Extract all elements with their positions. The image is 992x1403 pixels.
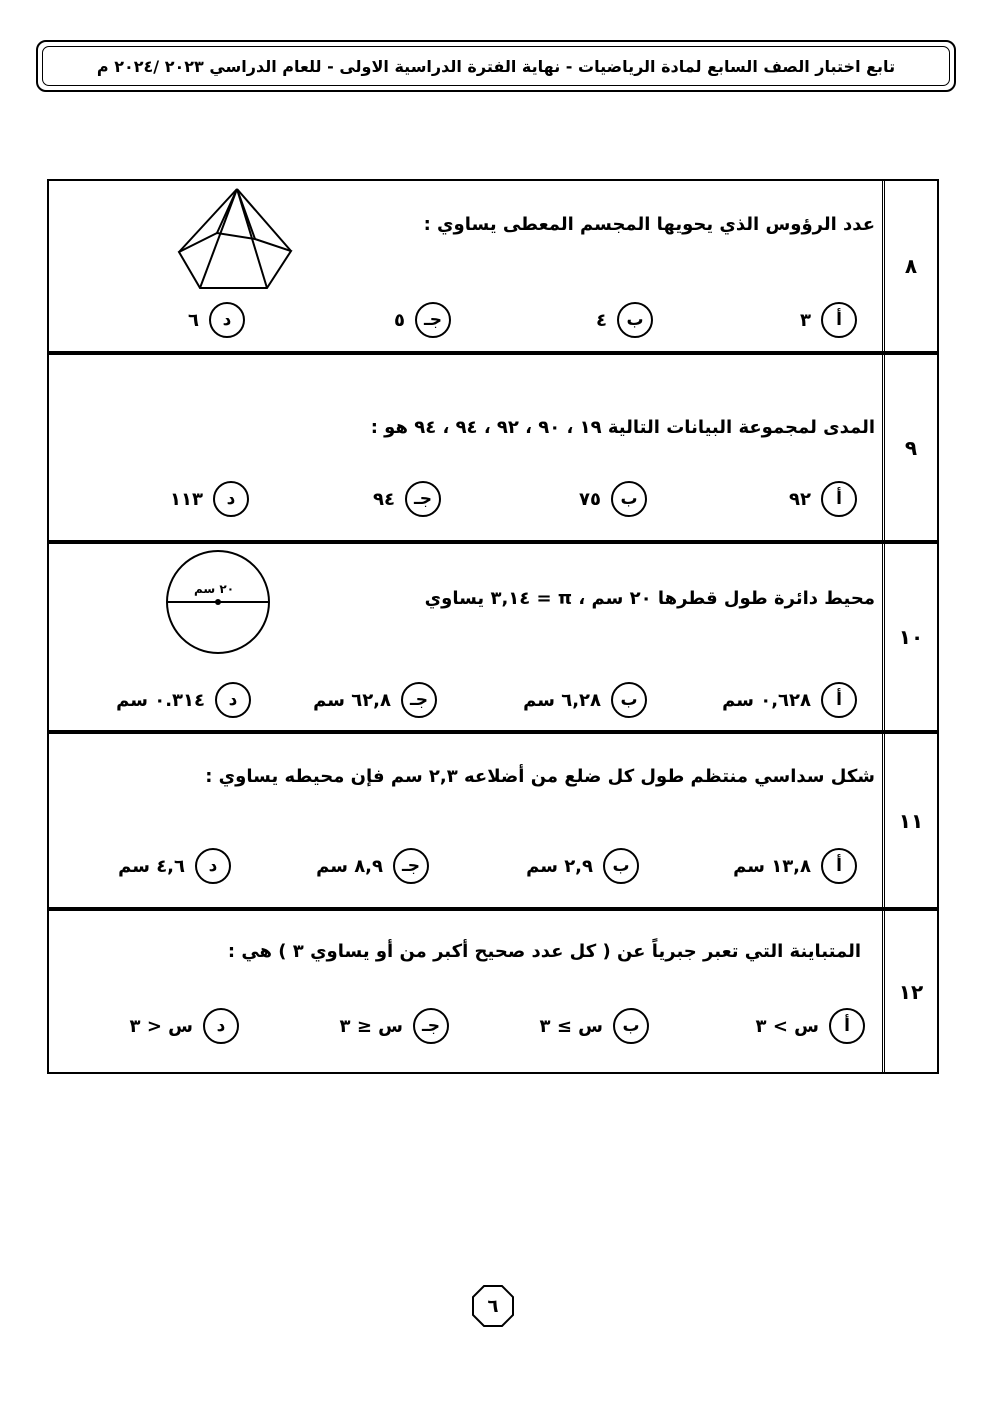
option-letter: أ [821, 682, 857, 718]
option-letter: د [209, 302, 245, 338]
option-a[interactable] [800, 302, 857, 338]
option-d[interactable] [130, 1008, 239, 1044]
option-letter: جـ [401, 682, 437, 718]
option-letter: ب [617, 302, 653, 338]
option-value: ٦٢,٨ سم [313, 689, 391, 711]
option-value: ٩٤ [373, 488, 395, 510]
option-c[interactable] [373, 481, 441, 517]
option-value: ٣ [800, 309, 811, 331]
question-row-12 [47, 909, 939, 1074]
option-value: ٨,٩ سم [316, 855, 383, 877]
question-row-10 [47, 542, 939, 732]
option-letter: ب [611, 682, 647, 718]
option-letter: أ [829, 1008, 865, 1044]
option-a[interactable] [722, 682, 857, 718]
option-value: ٠,٦٢٨ سم [722, 689, 811, 711]
option-b[interactable] [596, 302, 653, 338]
page-number: ٦ [487, 1295, 499, 1317]
option-b[interactable] [526, 848, 639, 884]
option-letter: جـ [415, 302, 451, 338]
option-value: س ≥ ٣ [539, 1015, 603, 1037]
option-value: ٧٥ [579, 488, 601, 510]
option-value: س < ٣ [129, 1015, 193, 1037]
option-letter: ب [611, 481, 647, 517]
option-value: ٦ [188, 309, 199, 331]
option-letter: ب [613, 1008, 649, 1044]
header-title: تابع اختبار الصف السابع لمادة الرياضيات - نهاية الفترة الدراسية الاولى - للعام الدراسي ٢٠٢٣ /٢٠٢٤ م [42, 46, 950, 86]
option-value: ١١٣ [170, 488, 203, 510]
option-value: س > ٣ [755, 1015, 819, 1037]
option-value: ١٣,٨ سم [733, 855, 811, 877]
option-value: ٥ [394, 309, 405, 331]
option-value: ٤,٦ سم [118, 855, 185, 877]
question-row-9 [47, 353, 939, 542]
option-c[interactable] [394, 302, 451, 338]
question-row-8 [47, 179, 939, 353]
option-value: ٠.٣١٤ سم [116, 689, 205, 711]
question-text: المتباينة التي تعبر جبرياً عن ( كل عدد صحيح أكبر من أو يساوي ٣ ) هي : [227, 941, 861, 962]
option-c[interactable] [313, 682, 437, 718]
option-value: س ≤ ٣ [339, 1015, 403, 1037]
option-a[interactable] [733, 848, 857, 884]
circle-figure [164, 548, 272, 656]
question-text: شكل سداسي منتظم طول كل ضلع من أضلاعه ٢,٣ سم فإن محيطه يساوي : [205, 766, 875, 787]
option-d[interactable] [170, 481, 249, 517]
option-d[interactable] [118, 848, 231, 884]
option-letter: د [203, 1008, 239, 1044]
question-number: ١٠ [882, 544, 937, 730]
option-letter: د [215, 682, 251, 718]
option-b[interactable] [523, 682, 647, 718]
option-b[interactable] [540, 1008, 649, 1044]
option-c[interactable] [316, 848, 429, 884]
question-row-11 [47, 732, 939, 909]
diameter-label: ٢٠ سم [194, 582, 235, 596]
question-text: عدد الرؤوس الذي يحويها المجسم المعطى يساوي : [423, 214, 875, 235]
option-letter: أ [821, 848, 857, 884]
option-a[interactable] [756, 1008, 865, 1044]
option-letter: أ [821, 481, 857, 517]
option-c[interactable] [340, 1008, 449, 1044]
question-number: ٩ [882, 355, 937, 540]
question-number: ١١ [882, 734, 937, 907]
option-letter: جـ [413, 1008, 449, 1044]
question-number: ١٢ [882, 911, 937, 1072]
header-box [36, 40, 956, 92]
question-text: المدى لمجموعة البيانات التالية ١٩ ، ٩٠ ، ٩٢ ، ٩٤ ، ٩٤ هو : [370, 417, 875, 438]
option-value: ٤ [596, 309, 607, 331]
option-letter: جـ [405, 481, 441, 517]
option-letter: د [213, 481, 249, 517]
option-letter: أ [821, 302, 857, 338]
option-value: ٦,٢٨ سم [523, 689, 601, 711]
option-letter: جـ [393, 848, 429, 884]
option-value: ٢,٩ سم [526, 855, 593, 877]
question-number: ٨ [882, 181, 937, 351]
option-letter: ب [603, 848, 639, 884]
option-d[interactable] [188, 302, 245, 338]
option-a[interactable] [789, 481, 857, 517]
option-value: ٩٢ [789, 488, 811, 510]
option-b[interactable] [579, 481, 647, 517]
question-text: محيط دائرة طول قطرها ٢٠ سم ، π = ٣,١٤ يساوي [424, 588, 875, 609]
option-letter: د [195, 848, 231, 884]
option-d[interactable] [116, 682, 251, 718]
pyramid-figure [175, 187, 295, 291]
